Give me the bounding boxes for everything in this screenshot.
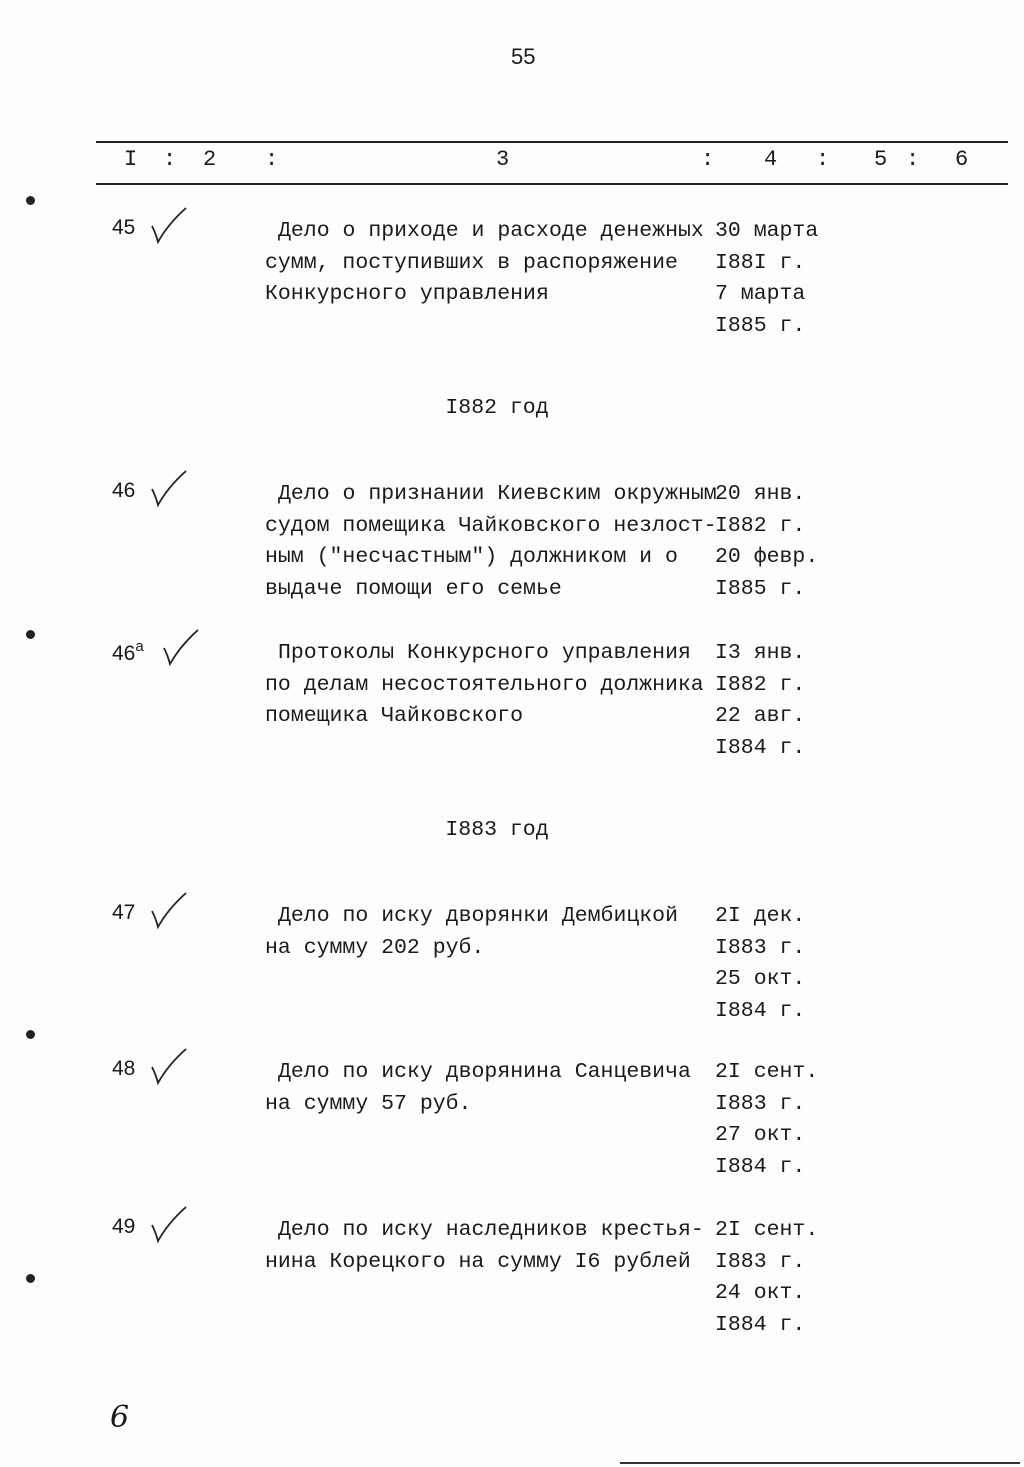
- checkmark-icon: [144, 887, 194, 937]
- col-separator: :: [816, 147, 830, 172]
- date-line: I884 г.: [715, 998, 806, 1023]
- punch-hole: [26, 1274, 35, 1283]
- entry-description: [265, 901, 678, 964]
- entry-description: [265, 479, 717, 605]
- year-heading: I882 год: [445, 396, 549, 420]
- header-top-rule: [96, 141, 1008, 143]
- date-line: I885 г.: [715, 576, 806, 601]
- entry-dates: [715, 901, 805, 1027]
- date-line: 22 авг.: [715, 704, 806, 728]
- entry-number-text: 48: [112, 1057, 136, 1080]
- description-line: Дело о признании Киевским окружным: [278, 482, 717, 506]
- checkmark-icon: [156, 624, 206, 674]
- col-header-2: 2: [203, 147, 217, 172]
- entry-number-text: 47: [112, 901, 136, 924]
- description-line: судом помещика Чайковского незлост-: [265, 513, 717, 538]
- checkmark-icon: [144, 465, 194, 515]
- description-line: ным ("несчастным") должником и о: [265, 545, 678, 569]
- col-separator: :: [265, 147, 279, 172]
- entry-number: [112, 638, 144, 666]
- entry-number-text: 46: [112, 479, 136, 502]
- col-separator: :: [163, 147, 177, 172]
- date-line: I882 г.: [715, 672, 806, 697]
- date-line: 25 окт.: [715, 967, 806, 991]
- entry-description: [265, 638, 704, 733]
- description-line: Конкурсного управления: [265, 282, 549, 306]
- entry-number: [112, 479, 135, 503]
- date-line: I884 г.: [715, 735, 806, 760]
- description-line: Дело по иску дворянки Дембицкой: [278, 904, 678, 928]
- entry-number: [112, 1057, 135, 1081]
- date-line: I884 г.: [715, 1312, 806, 1337]
- description-line: на сумму 57 руб.: [265, 1091, 472, 1116]
- col-header-4: 4: [764, 147, 778, 172]
- date-line: I883 г.: [715, 1091, 806, 1116]
- description-line: сумм, поступивших в распоряжение: [265, 250, 678, 275]
- date-line: 7 марта: [715, 282, 806, 306]
- bottom-rule: [620, 1462, 1020, 1464]
- col-separator: :: [906, 147, 920, 172]
- header-bottom-rule: [96, 183, 1008, 185]
- date-line: 2I дек.: [715, 904, 806, 928]
- entry-description: [265, 1057, 691, 1120]
- date-line: 2I сент.: [715, 1218, 819, 1242]
- entry-number: [112, 901, 135, 925]
- date-line: I883 г.: [715, 1249, 806, 1274]
- entry-number-text: 49: [112, 1215, 136, 1238]
- description-line: выдаче помощи его семье: [265, 576, 562, 601]
- page-number: 55: [511, 44, 536, 69]
- entry-number: [112, 216, 135, 240]
- checkmark-icon: [144, 202, 194, 252]
- entry-dates: [715, 1057, 818, 1183]
- date-line: 30 марта: [715, 219, 819, 243]
- punch-hole: [26, 1030, 35, 1039]
- date-line: I883 г.: [715, 935, 806, 960]
- entry-number-suffix: а: [135, 638, 144, 655]
- date-line: I884 г.: [715, 1154, 806, 1179]
- entry-dates: [715, 638, 805, 764]
- entry-dates: [715, 479, 818, 605]
- description-line: помещика Чайковского: [265, 704, 524, 728]
- entry-number: [112, 1215, 135, 1239]
- description-line: Дело по иску дворянина Санцевича: [278, 1060, 691, 1084]
- description-line: на сумму 202 руб.: [265, 935, 485, 960]
- col-header-1: I: [124, 147, 138, 172]
- punch-hole: [26, 196, 35, 205]
- checkmark-icon: [144, 1201, 194, 1251]
- date-line: 27 окт.: [715, 1123, 806, 1147]
- date-line: I88I г.: [715, 250, 806, 275]
- description-line: Дело о приходе и расходе денежных: [278, 219, 704, 243]
- date-line: I885 г.: [715, 313, 806, 338]
- year-heading: I883 год: [445, 818, 549, 842]
- entry-number-text: 46: [112, 642, 136, 665]
- entry-dates: [715, 1215, 818, 1341]
- handwritten-sheet-number: 6: [110, 1400, 130, 1435]
- date-line: 20 янв.: [715, 482, 806, 506]
- col-header-3: 3: [496, 147, 510, 172]
- punch-hole: [26, 630, 35, 639]
- col-separator: :: [701, 147, 715, 172]
- entry-description: [265, 1215, 704, 1278]
- date-line: 2I сент.: [715, 1060, 819, 1084]
- description-line: Протоколы Конкурсного управления: [278, 641, 691, 665]
- date-line: I882 г.: [715, 513, 806, 538]
- date-line: 24 окт.: [715, 1281, 806, 1305]
- checkmark-icon: [144, 1043, 194, 1093]
- date-line: I3 янв.: [715, 641, 806, 665]
- description-line: по делам несостоятельного должника: [265, 672, 704, 697]
- date-line: 20 февр.: [715, 545, 819, 569]
- entry-number-text: 45: [112, 216, 136, 239]
- entry-dates: [715, 216, 818, 342]
- col-header-6: 6: [955, 147, 969, 172]
- description-line: нина Корецкого на сумму I6 рублей: [265, 1249, 691, 1274]
- col-header-5: 5: [874, 147, 888, 172]
- entry-description: [265, 216, 704, 311]
- description-line: Дело по иску наследников крестья-: [278, 1218, 704, 1242]
